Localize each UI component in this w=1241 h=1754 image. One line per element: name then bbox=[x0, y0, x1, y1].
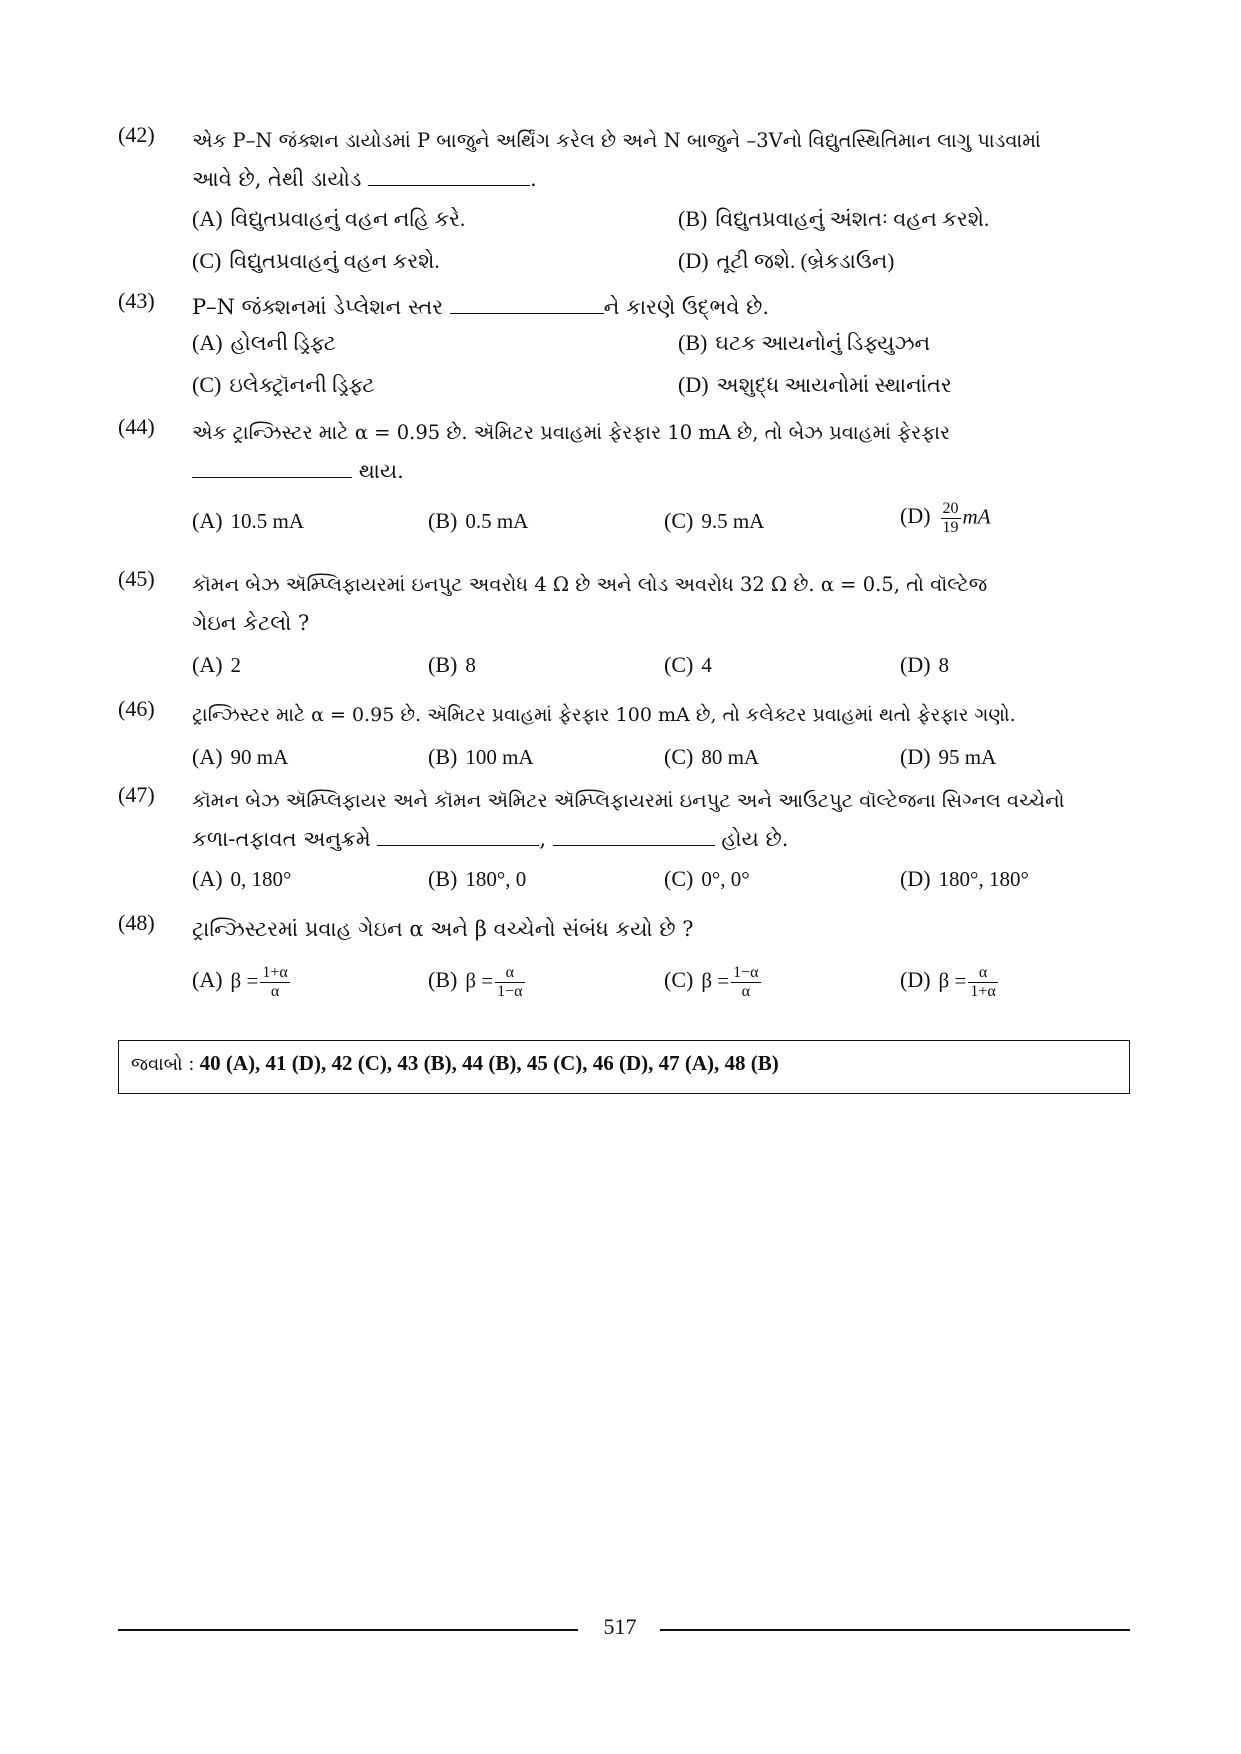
option-d: (D) અશુદ્ધ આયનોમાં સ્થાનાંતર bbox=[678, 372, 952, 397]
question-line bbox=[192, 452, 1130, 490]
option-d: (D) તૂટી જશે. (બ્રેકડાઉન) bbox=[678, 248, 895, 273]
answer-key-label: જવાબો : bbox=[131, 1054, 195, 1075]
option-b: (B) વિદ્યુતપ્રવાહનું અંશતઃ વહન કરશે. bbox=[678, 206, 990, 231]
answer-blank bbox=[192, 457, 352, 478]
option-d: (D) 95 mA bbox=[900, 744, 997, 769]
question-line: કૉમન બેઝ ઍમ્પ્લિફાયરમાં ઇનપુટ અવરોધ 4 Ω છે અને લોડ અવરોધ 32 Ω છે. α = 0.5, તો વૉલ્ટેજ bbox=[192, 573, 988, 596]
option-a: (A) 2 bbox=[192, 652, 242, 677]
question-line bbox=[192, 160, 1130, 198]
question-number: (43) bbox=[118, 288, 155, 313]
option-b: (B) 0.5 mA bbox=[428, 508, 529, 533]
fraction: $\frac{1-\alpha}{\alpha}$ bbox=[733, 964, 759, 1000]
question-number: (44) bbox=[118, 414, 155, 439]
question-text bbox=[192, 288, 1130, 326]
question-text bbox=[192, 414, 1130, 490]
question-line: ટ્રાન્ઝિસ્ટર માટે α = 0.95 છે. ઍમિટર પ્રવાહમાં ફેરફાર 100 mA છે, તો કલેક્ટર પ્રવાહમાં થતો ફેરફાર ગણો. bbox=[192, 704, 1016, 726]
question-line: ગેઇન કેટલો ? bbox=[192, 611, 310, 635]
option-d: (D) $\frac{20}{19}$ mA bbox=[900, 500, 991, 536]
option-b: (B) 100 mA bbox=[428, 744, 534, 769]
question-line: કૉમન બેઝ ઍમ્પ્લિફાયર અને કૉમન ઍમિટર ઍમ્પ્લિફાયરમાં ઇનપુટ અને આઉટપુટ વૉલ્ટેજના સિગ્નલ વચ્ચેનો bbox=[192, 789, 1065, 812]
answer-blank bbox=[553, 825, 715, 846]
option-c: (C) વિદ્યુતપ્રવાહનું વહન કરશે. bbox=[192, 248, 440, 273]
option-b: (B) 8 bbox=[428, 652, 476, 677]
question-text bbox=[192, 910, 1130, 948]
question-text-segment: થાય. bbox=[358, 459, 404, 483]
option-c: (C) ઇલેક્ટ્રૉનની ડ્રિફ્ટ bbox=[192, 372, 375, 397]
option-c: (C) 80 mA bbox=[664, 744, 760, 769]
option-b: (B) ઘટક આયનોનું ડિફ્યુઝન bbox=[678, 330, 931, 355]
question-text-segment: , bbox=[539, 827, 547, 851]
option-b: (B) β = $\frac{\alpha}{1-\alpha}$ bbox=[428, 964, 523, 1000]
question-line: ટ્રાન્ઝિસ્ટરમાં પ્રવાહ ગેઇન α અને β વચ્ચેનો સંબંધ કયો છે ? bbox=[192, 917, 694, 941]
question-text bbox=[192, 696, 1130, 734]
question-text-segment: P–N જંક્શનમાં ડેપ્લેશન સ્તર bbox=[192, 295, 444, 319]
question-text-segment: કળા-તફાવત અનુક્રમે bbox=[192, 827, 371, 851]
question-line: એક P–N જંક્શન ડાયોડમાં P બાજુને અર્થિંગ કરેલ છે અને N બાજુને –3Vનો વિદ્યુતસ્થિતિમાન લાગુ પાડવામાં bbox=[192, 129, 1041, 152]
option-c: (C) 4 bbox=[664, 652, 712, 677]
question-line bbox=[192, 288, 1130, 326]
fraction: $\frac{\alpha}{1+\alpha}$ bbox=[970, 964, 996, 1000]
option-a: (A) હોલની ડ્રિફ્ટ bbox=[192, 330, 336, 355]
option-a: (A) β = $\frac{1+\alpha}{\alpha}$ bbox=[192, 964, 288, 1000]
option-c: (C) 9.5 mA bbox=[664, 508, 765, 533]
question-text bbox=[192, 566, 1130, 642]
question-line: એક ટ્રાન્ઝિસ્ટર માટે α = 0.95 છે. ઍમિટર પ્રવાહમાં ફેરફાર 10 mA છે, તો બેઝ પ્રવાહમાં ફેરફાર bbox=[192, 421, 951, 444]
answer-key-box bbox=[118, 1040, 1130, 1094]
question-number: (48) bbox=[118, 910, 155, 935]
option-a: (A) 10.5 mA bbox=[192, 508, 305, 533]
option-b: (B) 180°, 0 bbox=[428, 866, 527, 891]
question-text-segment: આવે છે, તેથી ડાયોડ bbox=[192, 167, 362, 191]
question-text-segment: . bbox=[530, 167, 537, 191]
question-number: (47) bbox=[118, 782, 155, 807]
question-text bbox=[192, 122, 1130, 198]
question-number: (46) bbox=[118, 696, 155, 721]
option-c: (C) β = $\frac{1-\alpha}{\alpha}$ bbox=[664, 964, 759, 1000]
answer-blank bbox=[377, 825, 539, 846]
answer-blank bbox=[368, 165, 530, 186]
answer-blank bbox=[450, 293, 604, 314]
option-a: (A) 0, 180° bbox=[192, 866, 292, 891]
question-line bbox=[192, 820, 1130, 858]
fraction: $\frac{\alpha}{1-\alpha}$ bbox=[497, 964, 523, 1000]
option-d: (D) 180°, 180° bbox=[900, 866, 1029, 891]
option-a: (A) વિદ્યુતપ્રવાહનું વહન નહિ કરે. bbox=[192, 206, 466, 231]
question-text bbox=[192, 782, 1130, 858]
fraction: $\frac{1+\alpha}{\alpha}$ bbox=[262, 964, 288, 1000]
question-number: (45) bbox=[118, 566, 155, 591]
option-c: (C) 0°, 0° bbox=[664, 866, 750, 891]
fraction: $\frac{20}{19}$ bbox=[942, 500, 959, 536]
footer-rule-right bbox=[660, 1629, 1130, 1631]
option-d: (D) 8 bbox=[900, 652, 950, 677]
option-a: (A) 90 mA bbox=[192, 744, 289, 769]
answer-key-text: 40 (A), 41 (D), 42 (C), 43 (B), 44 (B), 45 (C), 46 (D), 47 (A), 48 (B) bbox=[199, 1051, 779, 1075]
page-number: 517 bbox=[603, 1614, 637, 1639]
question-number: (42) bbox=[118, 122, 155, 147]
question-text-segment: હોય છે. bbox=[721, 827, 789, 851]
question-text-segment: ને કારણે ઉદ્‌ભવે છે. bbox=[603, 295, 770, 319]
footer-rule-left bbox=[118, 1629, 578, 1631]
option-d: (D) β = $\frac{\alpha}{1+\alpha}$ bbox=[900, 964, 996, 1000]
